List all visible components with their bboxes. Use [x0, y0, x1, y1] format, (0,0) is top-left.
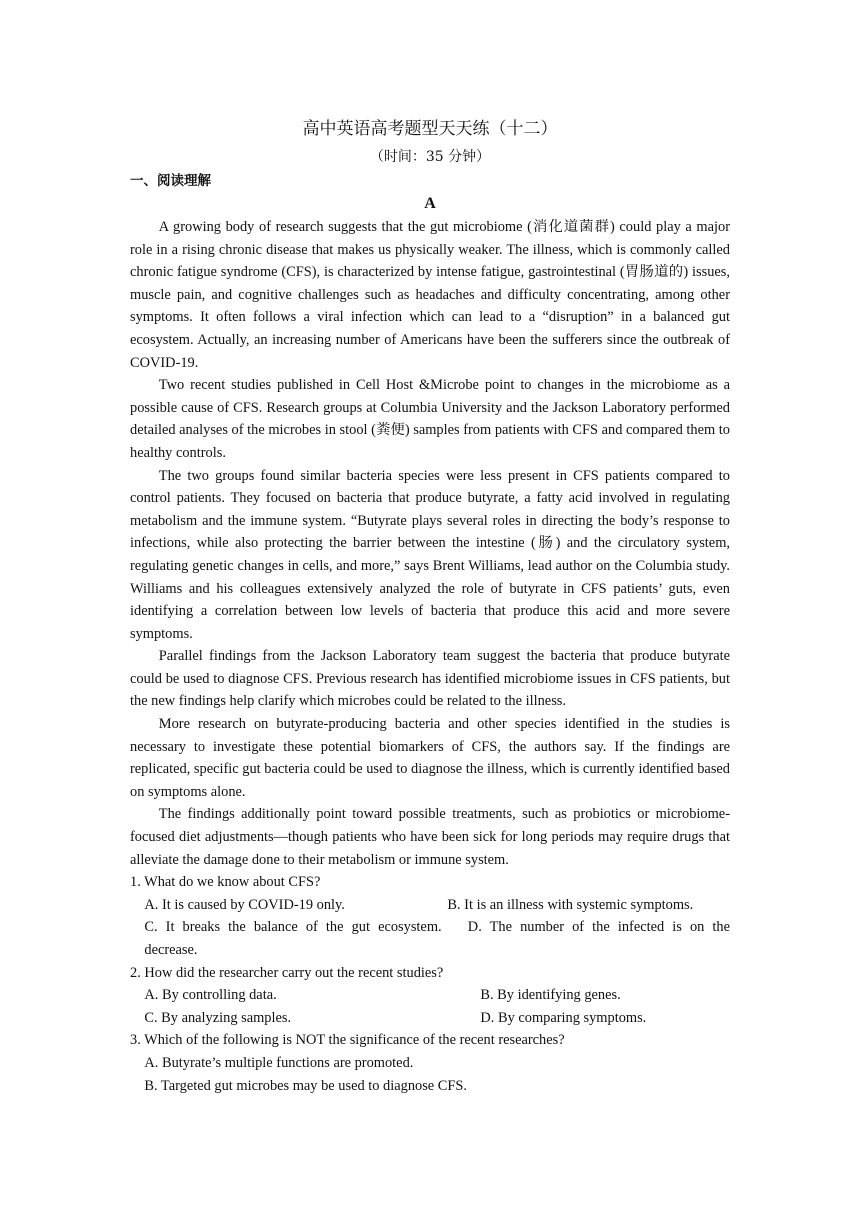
- passage-paragraph: The two groups found similar bacteria species were less present in CFS patients compared to control patients. They focused on bacteria that produce butyrate, a fatty acid involved in regulating metabolism and the immune system. “Butyrate plays several roles in directing the body’s response to infections, while also protecting the barrier between the intestine (肠) and the circulatory system, regulating genetic changes in cells, and more,” says Brent Williams, lead author on the Columbia study. Williams and his colleagues extensively analyzed the role of butyrate in CFS patients’ guts, even identifying a correlation between low levels of bacteria that produce this acid and more severe symptoms.: [130, 467, 730, 642]
- question-stem: 2. How did the researcher carry out the recent studies?: [130, 964, 444, 981]
- option-row: [130, 916, 730, 961]
- option-d: D. By comparing symptoms.: [480, 1009, 647, 1026]
- option-row: [130, 894, 730, 917]
- option-row: [130, 984, 730, 1007]
- document-body: [130, 114, 730, 1097]
- question-stem: 1. What do we know about CFS?: [130, 874, 321, 891]
- section-heading: 一、阅读理解: [130, 173, 211, 189]
- passage-paragraph: Two recent studies published in Cell Host &Microbe point to changes in the microbiome as a possible cause of CFS. Research groups at Columbia University and the Jackson Laboratory performed detailed analyses of the microbes in stool (粪便) samples from patients with CFS and compared them to healthy controls.: [130, 377, 730, 461]
- time-limit: （时间：35 分钟）: [369, 149, 491, 165]
- option-d: D. The number of the infected is on the decrease.: [144, 919, 730, 958]
- passage-label: A: [424, 195, 436, 212]
- option-a: A. By controlling data.: [144, 987, 277, 1004]
- option-c: C. By analyzing samples.: [144, 1009, 292, 1026]
- page-title: 高中英语高考题型天天练（十二）: [302, 119, 558, 139]
- passage-paragraph: Parallel findings from the Jackson Laboratory team suggest the bacteria that produce butyrate could be used to diagnose CFS. Previous research has identified microbiome issues in CFS patients, but the new findings help clarify which microbes could be related to the illness.: [130, 648, 730, 710]
- option-a: A. It is caused by COVID-19 only.: [144, 896, 345, 913]
- option-b: B. By identifying genes.: [480, 987, 621, 1004]
- option-c: C. It breaks the balance of the gut ecosystem.: [144, 919, 442, 936]
- question-stem: 3. Which of the following is NOT the significance of the recent researches?: [130, 1032, 565, 1049]
- option-row: [130, 1007, 730, 1030]
- passage-paragraph: A growing body of research suggests that the gut microbiome (消化道菌群) could play a major role in a rising chronic disease that makes us physically weaker. The illness, which is commonly called chronic fatigue syndrome (CFS), is characterized by intense fatigue, gastrointestinal (胃肠道的) issues, muscle pain, and cognitive challenges such as headaches and difficulty concentrating, among other symptoms. It often follows a viral infection which can lead to a “disruption” in a balanced gut ecosystem. Actually, an increasing number of Americans have been the sufferers since the outbreak of COVID-19.: [130, 219, 730, 371]
- option-b: B. Targeted gut microbes may be used to diagnose CFS.: [144, 1077, 467, 1094]
- passage-paragraph: The findings additionally point toward possible treatments, such as probiotics or microbiome-focused diet adjustments—though patients who have been sick for long periods may require drugs that alleviate the damage done to their metabolism or immune system.: [130, 806, 730, 868]
- option-b: B. It is an illness with systemic symptoms.: [447, 896, 694, 913]
- passage-paragraph: More research on butyrate-producing bacteria and other species identified in the studies is necessary to investigate these potential biomarkers of CFS, the authors say. If the findings are replicated, specific gut bacteria could be used to diagnose the illness, which is currently identified based on symptoms alone.: [130, 716, 730, 800]
- option-a: A. Butyrate’s multiple functions are promoted.: [144, 1054, 414, 1071]
